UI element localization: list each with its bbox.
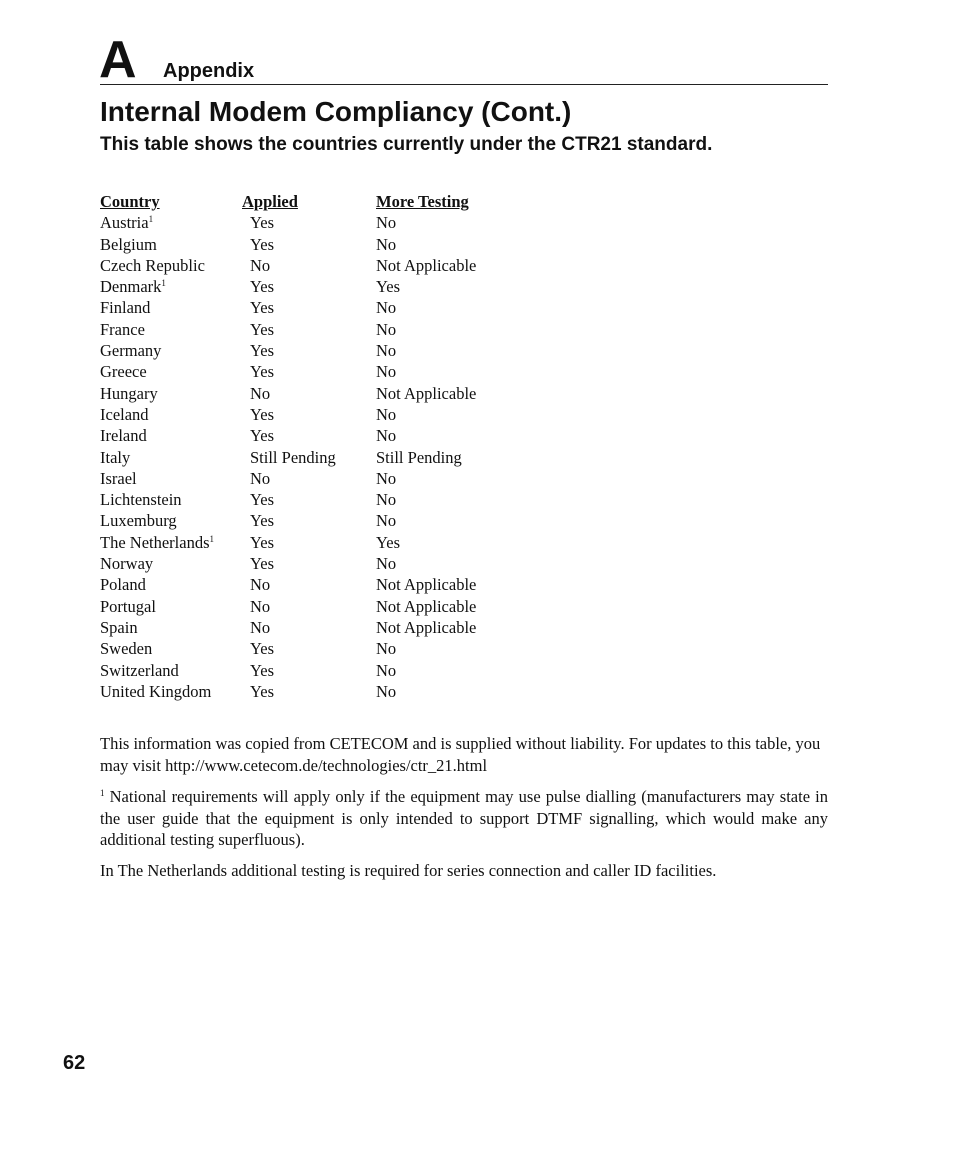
applied-cell: Yes bbox=[250, 660, 275, 680]
country-cell bbox=[100, 681, 250, 702]
more-testing-cell: No bbox=[376, 319, 397, 339]
more-testing-cell: No bbox=[376, 554, 397, 574]
footnote-marker: 1 bbox=[100, 788, 105, 798]
applied-cell: No bbox=[250, 617, 271, 637]
more-testing-cell: No bbox=[376, 681, 397, 701]
header-rule bbox=[100, 84, 828, 85]
footnote bbox=[100, 786, 828, 851]
more-testing-cell: Yes bbox=[376, 277, 401, 297]
country-cell bbox=[100, 383, 250, 404]
applied-cell: Yes bbox=[250, 319, 275, 339]
applied-cell: Yes bbox=[250, 490, 275, 510]
table-row bbox=[100, 660, 536, 681]
country-name: Norway bbox=[100, 554, 154, 574]
country-cell bbox=[100, 574, 250, 595]
more-testing-cell: Not Applicable bbox=[376, 383, 477, 403]
country-cell bbox=[100, 489, 250, 510]
country-cell bbox=[100, 596, 250, 617]
table-row bbox=[100, 361, 536, 382]
more-testing-cell: No bbox=[376, 341, 397, 361]
table-row bbox=[100, 319, 536, 340]
footnote-text: National requirements will apply only if the equipment may use pulse dialling (manufacturers may state in the user guide that the equipment is only intended to support DTMF signalling, which would make any additional testing superfluous). bbox=[100, 787, 828, 849]
source-note: This information was copied from CETECOM and is supplied without liability. For updates to this table, you may visit http://www.cetecom.de/technologies/ctr_21.html bbox=[100, 734, 821, 775]
column-header-applied: Applied bbox=[242, 192, 298, 211]
table-row bbox=[100, 510, 536, 531]
more-testing-cell: Still Pending bbox=[376, 447, 462, 467]
applied-cell: Yes bbox=[250, 298, 275, 318]
applied-cell: No bbox=[250, 255, 271, 275]
country-cell bbox=[100, 468, 250, 489]
country-name: Italy bbox=[100, 447, 131, 467]
column-header-country: Country bbox=[100, 192, 160, 211]
country-name: Finland bbox=[100, 298, 151, 318]
table-row bbox=[100, 681, 536, 702]
country-cell bbox=[100, 425, 250, 446]
country-name: United Kingdom bbox=[100, 681, 212, 701]
country-name: Iceland bbox=[100, 404, 149, 424]
applied-cell: Yes bbox=[250, 681, 275, 701]
country-cell bbox=[100, 212, 250, 233]
more-testing-cell: No bbox=[376, 511, 397, 531]
footnote-ref: 1 bbox=[148, 214, 154, 225]
more-testing-cell: No bbox=[376, 404, 397, 424]
footnote-ref: 1 bbox=[161, 278, 166, 289]
country-name: Luxemburg bbox=[100, 511, 177, 531]
applied-cell: Yes bbox=[250, 554, 275, 574]
applied-cell: No bbox=[250, 468, 271, 488]
more-testing-cell: Not Applicable bbox=[376, 575, 477, 595]
applied-cell: Yes bbox=[250, 511, 275, 531]
country-name: Germany bbox=[100, 341, 162, 361]
applied-cell: Yes bbox=[250, 362, 275, 382]
applied-cell: Yes bbox=[250, 234, 275, 254]
applied-cell: Yes bbox=[250, 213, 275, 233]
page-number: 62 bbox=[63, 1052, 86, 1074]
table-row bbox=[100, 468, 536, 489]
more-testing-cell: No bbox=[376, 639, 397, 659]
applied-cell: Yes bbox=[250, 404, 275, 424]
country-cell bbox=[100, 510, 250, 531]
applied-cell: Yes bbox=[250, 426, 275, 446]
country-cell bbox=[100, 660, 250, 681]
country-cell bbox=[100, 553, 250, 574]
country-cell bbox=[100, 638, 250, 659]
table-body bbox=[100, 212, 536, 702]
applied-cell: No bbox=[250, 575, 271, 595]
country-name: Portugal bbox=[100, 596, 156, 616]
country-name: Czech Republic bbox=[100, 255, 205, 275]
country-name: Austria bbox=[100, 213, 149, 233]
applied-cell: Yes bbox=[250, 532, 275, 552]
country-name: Ireland bbox=[100, 426, 147, 446]
more-testing-cell: No bbox=[376, 298, 397, 318]
more-testing-cell: Not Applicable bbox=[376, 617, 477, 637]
country-name: The Netherlands bbox=[100, 532, 210, 552]
more-testing-cell: Not Applicable bbox=[376, 255, 477, 275]
table-row bbox=[100, 532, 536, 553]
country-name: Belgium bbox=[100, 234, 157, 254]
table-row bbox=[100, 574, 536, 595]
table-row bbox=[100, 340, 536, 361]
chapter-letter: A bbox=[99, 31, 137, 89]
table-row bbox=[100, 553, 536, 574]
chapter-name: Appendix bbox=[163, 60, 255, 82]
more-testing-cell: No bbox=[376, 426, 397, 446]
country-compliance-table bbox=[100, 191, 536, 702]
more-testing-cell: No bbox=[376, 468, 397, 488]
table-row bbox=[100, 489, 536, 510]
more-testing-cell: No bbox=[376, 213, 397, 233]
applied-cell: Yes bbox=[250, 341, 275, 361]
table-row bbox=[100, 617, 536, 638]
applied-cell: Still Pending bbox=[250, 447, 336, 467]
country-name: Poland bbox=[100, 575, 146, 595]
table-row bbox=[100, 404, 536, 425]
country-name: Denmark bbox=[100, 277, 162, 297]
table-row bbox=[100, 638, 536, 659]
country-name: Greece bbox=[100, 362, 147, 382]
country-name: Hungary bbox=[100, 383, 158, 403]
more-testing-cell: No bbox=[376, 234, 397, 254]
country-name: Spain bbox=[100, 617, 138, 637]
country-cell bbox=[100, 617, 250, 638]
country-cell bbox=[100, 297, 250, 318]
country-cell bbox=[100, 447, 250, 468]
column-header-more-testing: More Testing bbox=[376, 192, 469, 211]
country-name: France bbox=[100, 319, 145, 339]
country-cell bbox=[100, 234, 250, 255]
table-row bbox=[100, 596, 536, 617]
applied-cell: No bbox=[250, 383, 271, 403]
table-row bbox=[100, 425, 536, 446]
applied-cell: No bbox=[250, 596, 271, 616]
country-cell bbox=[100, 404, 250, 425]
country-cell bbox=[100, 361, 250, 382]
country-cell bbox=[100, 319, 250, 340]
country-cell bbox=[100, 255, 250, 276]
table-row bbox=[100, 447, 536, 468]
table-row bbox=[100, 276, 536, 297]
country-name: Lichtenstein bbox=[100, 490, 182, 510]
table-row bbox=[100, 212, 536, 233]
more-testing-cell: No bbox=[376, 660, 397, 680]
country-name: Sweden bbox=[100, 639, 153, 659]
table-row bbox=[100, 297, 536, 318]
table-row bbox=[100, 255, 536, 276]
page-title: Internal Modem Compliancy (Cont.) bbox=[100, 96, 572, 127]
page-subtitle: This table shows the countries currently under the CTR21 standard. bbox=[100, 134, 713, 155]
more-testing-cell: Yes bbox=[376, 532, 401, 552]
country-name: Israel bbox=[100, 468, 137, 488]
table-header-row bbox=[100, 191, 536, 212]
country-name: Switzerland bbox=[100, 660, 179, 680]
netherlands-note: In The Netherlands additional testing is required for series connection and caller ID facilities. bbox=[100, 861, 717, 880]
table-row bbox=[100, 383, 536, 404]
more-testing-cell: Not Applicable bbox=[376, 596, 477, 616]
country-cell bbox=[100, 532, 250, 553]
footnote-ref: 1 bbox=[209, 533, 214, 544]
country-cell bbox=[100, 340, 250, 361]
country-cell bbox=[100, 276, 250, 297]
more-testing-cell: No bbox=[376, 490, 397, 510]
more-testing-cell: No bbox=[376, 362, 397, 382]
table-row bbox=[100, 234, 536, 255]
applied-cell: Yes bbox=[250, 639, 275, 659]
applied-cell: Yes bbox=[250, 277, 275, 297]
